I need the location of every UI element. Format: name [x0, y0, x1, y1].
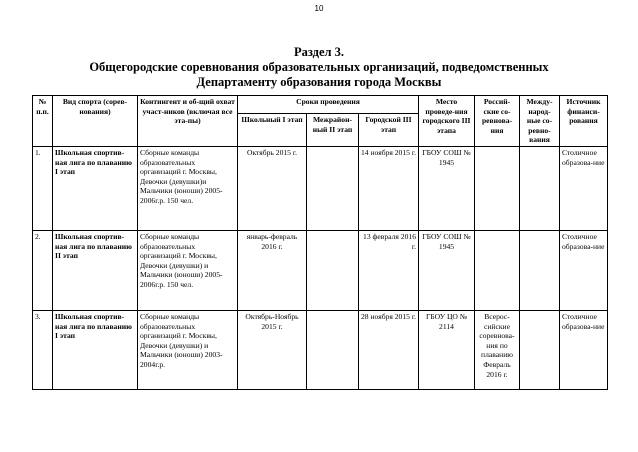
header-contingent: Контингент и об-щий охват участ-ников (включая все эта-пы) — [138, 96, 238, 147]
table-row — [33, 146, 608, 230]
stage-3-cell: 14 ноября 2015 г. — [359, 146, 419, 230]
russian-cell: Всерос-сийские соревнова-ния по плаванию Февраль 2016 г. — [475, 310, 520, 389]
row-number: 3. — [33, 310, 53, 389]
funding-cell: Столичное образова-ние — [560, 310, 608, 389]
header-stage-3: Городской III этап — [359, 114, 419, 147]
row-number: 1. — [33, 146, 53, 230]
sport-cell: Школьная спортив-ная лига по плаванию II этап — [53, 230, 138, 310]
header-dates: Сроки проведения — [238, 96, 419, 114]
header-stage-2: Межрайон-ный II этап — [307, 114, 359, 147]
stage-1-cell: январь-февраль 2016 г. — [238, 230, 307, 310]
place-cell: ГБОУ СОШ № 1945 — [419, 230, 475, 310]
table-row — [33, 310, 608, 389]
funding-cell: Столичное образова-ние — [560, 230, 608, 310]
stage-2-cell — [307, 230, 359, 310]
stage-1-cell: Октябрь-Ноябрь 2015 г. — [238, 310, 307, 389]
stage-2-cell — [307, 310, 359, 389]
table-row — [33, 230, 608, 310]
stage-2-cell — [307, 146, 359, 230]
section-label: Раздел 3. — [293, 45, 345, 59]
place-cell: ГБОУ СОШ № 1945 — [419, 146, 475, 230]
header-stage-1: Школьный I этап — [238, 114, 307, 147]
contingent-cell: Сборные команды образовательных организаций г. Москвы, Девочки (девушки) и Мальчики (юноши) 2005-2006г.р. 150 чел. — [138, 230, 238, 310]
russian-cell — [475, 230, 520, 310]
page-number: 10 — [314, 4, 324, 13]
sport-cell: Школьная спортив-ная лига по плаванию I этап — [53, 146, 138, 230]
header-funding: Источник финанси-рования — [560, 96, 608, 147]
header-russian-competitions: Россий-ские со-ревнова-ния — [475, 96, 520, 147]
contingent-cell: Сборные команды образовательных организаций г. Москвы, Девочки (девушки) и Мальчики (юноши) 2003-2004г.р. — [138, 310, 238, 389]
russian-cell — [475, 146, 520, 230]
table-header — [33, 96, 608, 147]
stage-1-cell: Октябрь 2015 г. — [238, 146, 307, 230]
international-cell — [520, 230, 560, 310]
header-international-competitions: Между-народ-ные со-ревно-вания — [520, 96, 560, 147]
header-place: Место проведе-ния городского III этапа — [419, 96, 475, 147]
international-cell — [520, 310, 560, 389]
section-title-line-2: Департаменту образования города Москвы — [196, 75, 442, 89]
header-number: № п.п. — [33, 96, 53, 147]
row-number: 2. — [33, 230, 53, 310]
place-cell: ГБОУ ЦО № 2114 — [419, 310, 475, 389]
contingent-cell: Сборные команды образовательных организаций г. Москвы, Девочки (девушки)и Мальчики (юноши) 2005-2006г.р. 150 чел. — [138, 146, 238, 230]
section-heading — [40, 45, 598, 90]
international-cell — [520, 146, 560, 230]
sport-cell: Школьная спортив-ная лига по плаванию I этап — [53, 310, 138, 389]
section-title-line-1: Общегородские соревнования образовательных организаций, подведомственных — [89, 60, 549, 74]
header-sport: Вид спорта (сорев-нования) — [53, 96, 138, 147]
funding-cell: Столичное образова-ние — [560, 146, 608, 230]
stage-3-cell: 28 ноября 2015 г. — [359, 310, 419, 389]
stage-3-cell: 13 февраля 2016 г. — [359, 230, 419, 310]
competitions-table — [32, 95, 608, 390]
